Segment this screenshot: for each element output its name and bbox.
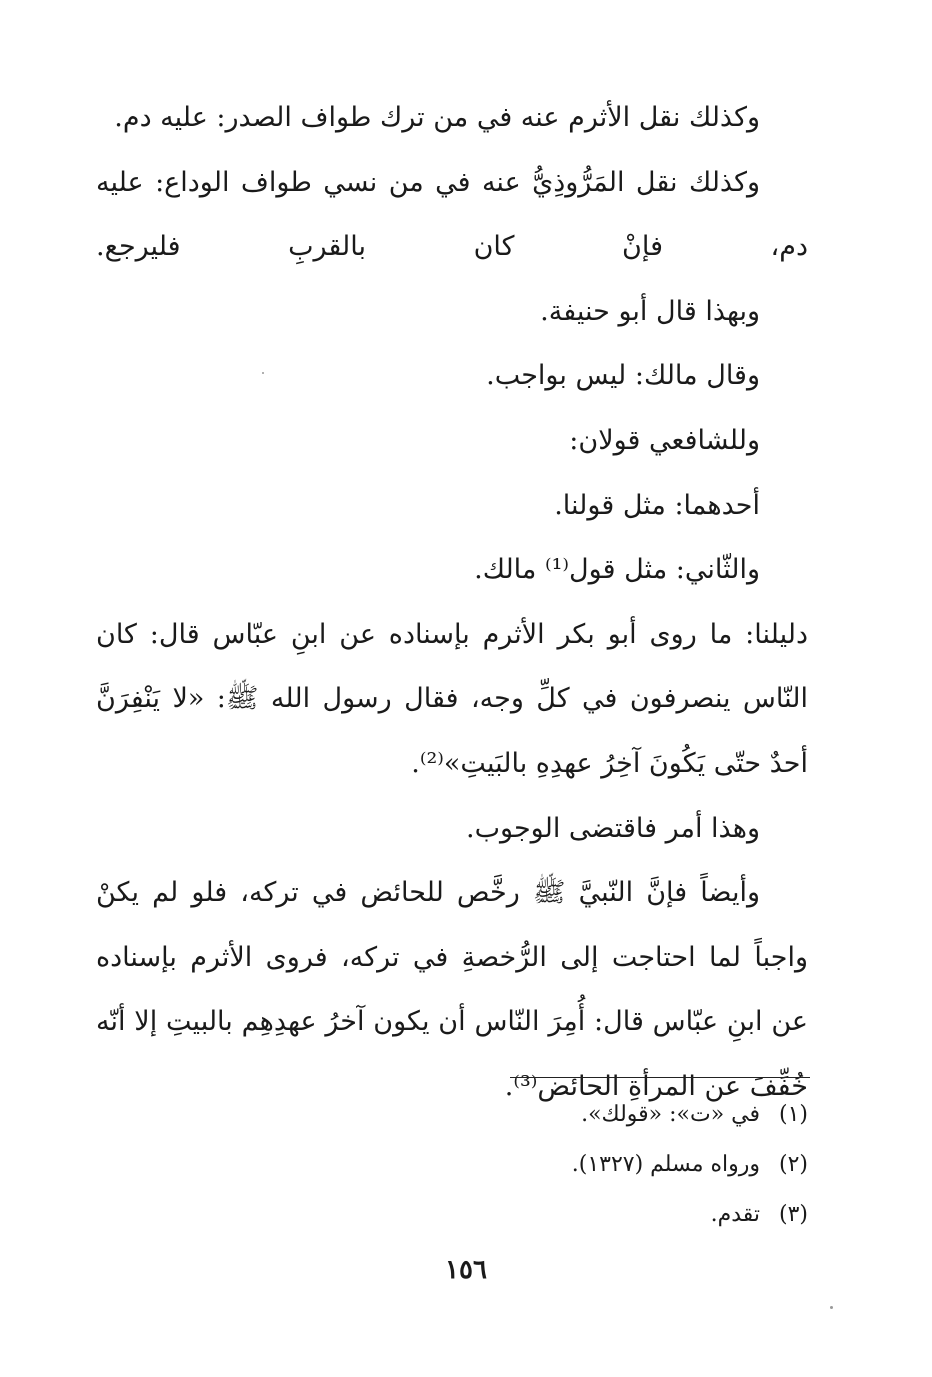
footnote-text: تقدم. <box>710 1202 760 1227</box>
paragraph: وأيضاً فإنَّ النّبيَّ ﷺ رخَّص للحائض في تركه، فلو لم يكنْ واجباً لما احتاجت إلى الرُّخصةِ في تركه، فروى الأثرم بإسناده عن ابنِ عبّاس قال: أُمِرَ النّاس أن يكون آخرُ عهدِهِم بالبيتِ إلا أنّه خُفِّفَ عن المرأةِ الحائض⁽³⁾. <box>96 877 808 1102</box>
paragraph: وهذا أمر فاقتضى الوجوب. <box>466 812 760 844</box>
paragraph: وكذلك نقل الأثرم عنه في من ترك طواف الصدر: عليه دم. <box>114 102 760 133</box>
scan-speck <box>830 1306 833 1309</box>
paragraph: وللشافعي قولان: <box>569 424 760 456</box>
footnotes <box>96 1090 808 1240</box>
paragraph: والثّاني: مثل قول⁽¹⁾ مالك. <box>474 554 760 586</box>
scan-speck <box>262 372 264 374</box>
paragraph: وكذلك نقل المَرُّوذِيُّ عنه في من نسي طواف الوداع: عليه دم، فإنْ كان بالقربِ فليرجع. <box>96 166 808 263</box>
footnote-text: ورواه مسلم (١٣٢٧). <box>571 1152 760 1177</box>
footnote <box>96 1190 808 1240</box>
footnote-text: في «ت»: «قولك». <box>581 1102 760 1127</box>
footnote-divider <box>510 1077 810 1078</box>
main-text <box>96 86 808 1120</box>
page-number: ١٥٦ <box>445 1255 487 1285</box>
footnote-number: (١) <box>778 1102 808 1127</box>
footnote-number: (٣) <box>778 1202 808 1227</box>
paragraph: دليلنا: ما روى أبو بكر الأثرم بإسناده عن ابنِ عبّاس قال: كان النّاس ينصرفون في كلِّ وجه، فقال رسول الله ﷺ: «لا يَنْفِرَنَّ أحدٌ حتّى يَكُونَ آخِرُ عهدِهِ بالبَيتِ»⁽²⁾. <box>96 618 808 779</box>
footnote <box>96 1140 808 1190</box>
footnote <box>96 1090 808 1140</box>
paragraph: وقال مالك: ليس بواجب. <box>486 360 760 392</box>
footnote-number: (٢) <box>778 1152 808 1177</box>
paragraph: أحدهما: مثل قولنا. <box>554 489 760 521</box>
paragraph: وبهذا قال أبو حنيفة. <box>540 295 760 327</box>
